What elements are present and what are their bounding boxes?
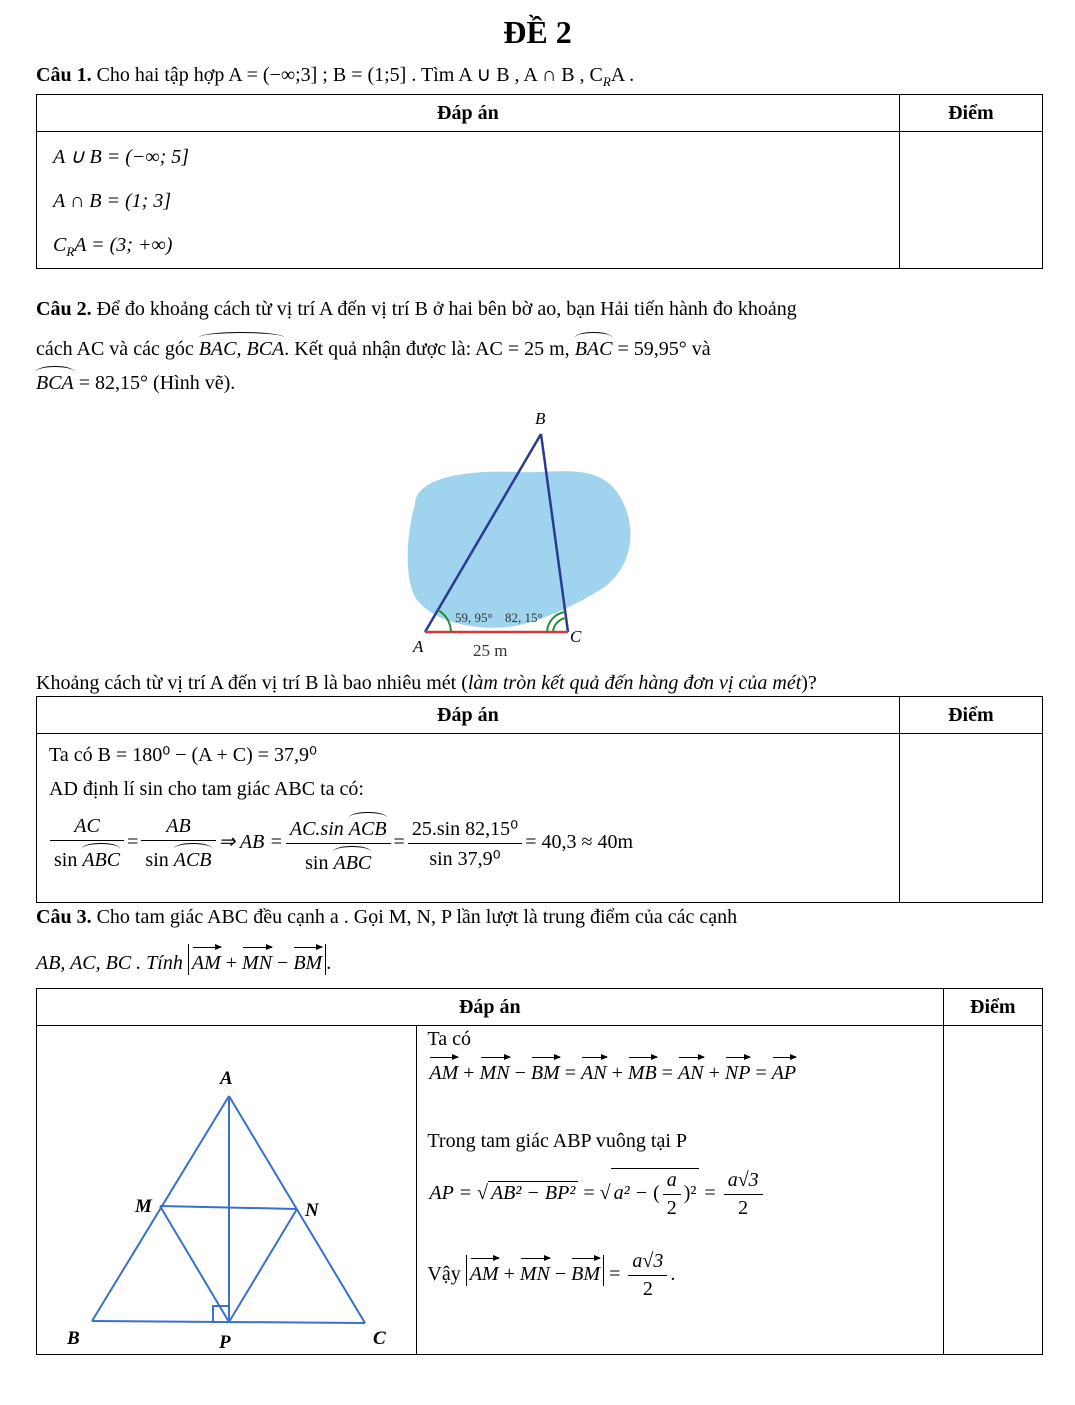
q1-answer-table (36, 94, 1043, 269)
q3-header-score: Điểm (943, 989, 1042, 1026)
fig-label-A: A (220, 1068, 233, 1089)
fig-label-C: C (373, 1328, 386, 1348)
q1-header-score: Điểm (899, 95, 1042, 132)
q3-right-triangle: Trong tam giác ABP vuông tại P (427, 1130, 688, 1152)
segment-NP (229, 1209, 297, 1322)
q2-line2: cách AC và các góc BAC, BCA. Kết quả nhận được là: AC = 25 m, BAC = 59,95° và (36, 332, 711, 361)
q3-score-cell (943, 1026, 1042, 1355)
fig-label-A: A (413, 637, 424, 656)
q3-ta-co: Ta có (427, 1028, 471, 1050)
q1-header-answer: Đáp án (37, 95, 900, 132)
q1-score-cell (899, 132, 1042, 269)
q3-figure (37, 1026, 416, 1348)
angle-C-arc2 (553, 618, 566, 632)
fig-label-B: B (67, 1328, 80, 1348)
q1-label: Câu 1. (36, 64, 92, 86)
q1-text: Câu 1. Cho hai tập hợp A = (−∞;3] ; B = (1;5] . Tìm A ∪ B , A ∩ B , $C_RA$ . (36, 64, 635, 89)
segment-MP (160, 1206, 229, 1322)
q2-figure (395, 400, 655, 665)
q2-answer-sine-rule: AD định lí sin cho tam giác ABC ta có: (49, 778, 364, 800)
q3-ap-calc: AP = √ AB² − BP² = √ a² − ( $\frac{a}{2}$ )² = $\frac{a√3}{2}$ (429, 1168, 765, 1220)
q2-answer-formula: $\frac{AC}{\text{sin ABC}}$ = $\frac{AB}{\text{sin ACB}}$ ⇒ AB = $\frac{\text{AC.sin ACB}}{\text{sin ABC}}$ = $\frac{\text{25.sin 82,15⁰}}{\text{sin 37,9⁰}}$ = 40,3 ≈ 40m (47, 812, 633, 875)
fig-label-N: N (305, 1200, 319, 1221)
fig-label-P: P (219, 1332, 231, 1348)
fig-angle-C: 82, 15° (505, 610, 543, 625)
q2-label: Câu 2. (36, 298, 92, 320)
q1-statement: Cho hai tập hợp A = (−∞;3] ; B = (1;5] . Tìm A ∪ B , A ∩ B , C (96, 64, 603, 86)
q1-answer-complement: $C_RA = (3$; +∞) (53, 234, 173, 259)
q2-question: Khoảng cách từ vị trí A đến vị trí B là bao nhiêu mét (làm tròn kết quả đến hàng đơn vị của mét)? (36, 672, 817, 694)
q2-answer-table (36, 696, 1043, 903)
q3-conclusion: Vậy AM + MN − BM = $\frac{a√3}{2}$ . (427, 1250, 676, 1300)
q3-label: Câu 3. (36, 906, 92, 928)
q3-answer-table (36, 988, 1043, 1355)
fig-label-C: C (570, 627, 582, 646)
q3-line1: Câu 3. Cho tam giác ABC đều cạnh a . Gọi M, N, P lần lượt là trung điểm của các cạnh (36, 906, 738, 928)
q2-header-answer: Đáp án (37, 697, 900, 734)
page-title: ĐỀ 2 (503, 14, 572, 50)
q2-answer-angle-B: Ta có B = 180⁰ − (A + C) = 37,9⁰ (49, 744, 318, 766)
q2-score-cell (899, 734, 1042, 903)
q2-line3: BCA = 82,15° (Hình vẽ). (36, 366, 235, 395)
q1-statement-end: A . (610, 64, 635, 86)
q3-line2: AB, AC, BC . Tính AM + MN − BM . (36, 944, 331, 975)
q2-header-score: Điểm (899, 697, 1042, 734)
q2-line1: Câu 2. Để đo khoảng cách từ vị trí A đến vị trí B ở hai bên bờ ao, bạn Hải tiến hành đo khoảng (36, 298, 797, 320)
fig-label-B: B (535, 409, 546, 428)
q3-header-answer: Đáp án (37, 989, 944, 1026)
fig-angle-A: 59, 95° (455, 610, 493, 625)
q1-answer-intersection: A ∩ B = (1; 3] (53, 190, 172, 212)
q1-answer-union: A ∪ B = (−∞; 5] (53, 146, 190, 168)
q3-vector-sum: AM + MN − BM = AN + MB = AN + NP = AP (429, 1054, 796, 1085)
fig-base-length: 25 m (473, 641, 508, 660)
fig-label-M: M (135, 1196, 152, 1217)
